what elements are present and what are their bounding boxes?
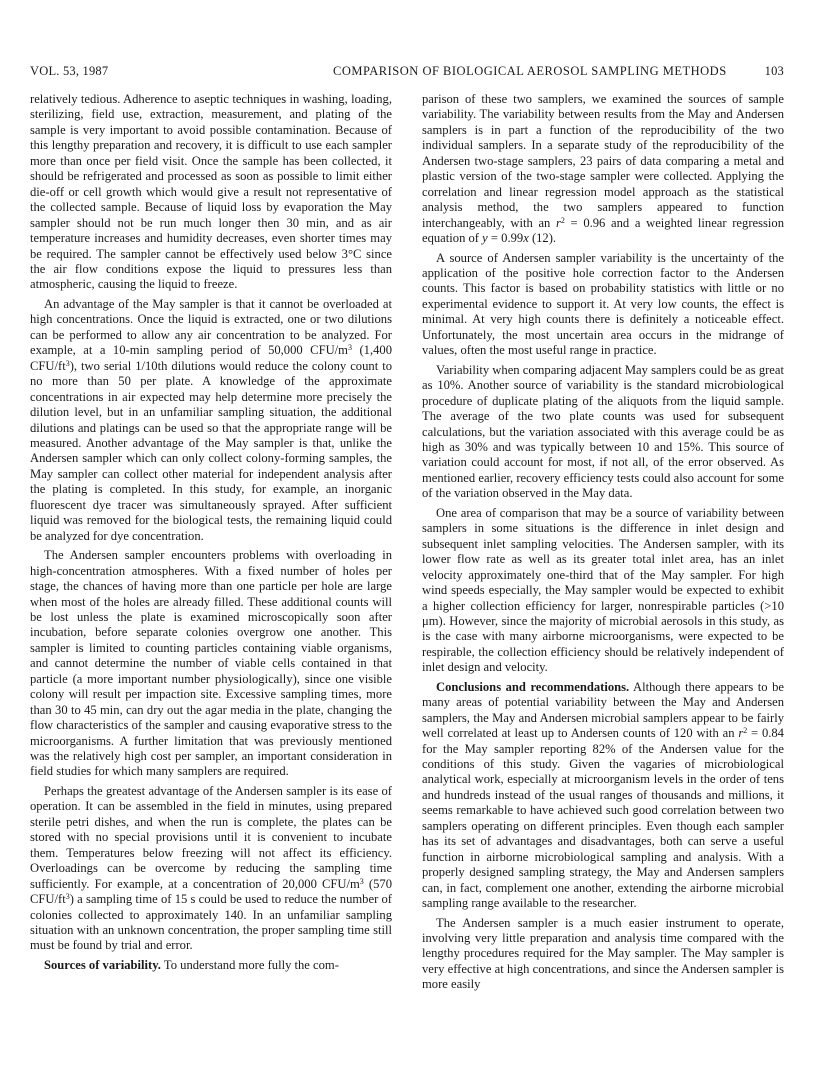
paragraph: A source of Andersen sampler variability is the uncertainty of the application of the positive hole correction factor to the Andersen counts. This factor is based on probability statistics with little or no experimental evidence to support it. At very low counts, the effect is minimal. At very high counts there is definitely a noticeable effect. Unfortunately, the most uncertain area occurs in the midrange of values, often the most useful range in practice. (422, 250, 784, 358)
paragraph: Perhaps the greatest advantage of the Andersen sampler is its ease of operation. It can be assembled in the field in minutes, using prepared sterile petri dishes, and when the run is complete, the plates can be stored with no special provisions until it is convenient to incubate them. Temperatures below freezing will not affect its efficiency. Overloadings can be overcome by reducing the sampling time sufficiently. For example, at a concentration of 20,000 CFU/$m^3$ (570 CFU/$ft^3$) a sampling time of 15 s could be used to reduce the number of colonies collected to approximately 140. In an unfamiliar sampling situation with an unknown concentration, the proper sampling time still must be found by trial and error. (30, 783, 392, 953)
page-number: 103 (764, 64, 784, 78)
section-heading: Sources of variability. (44, 957, 161, 972)
volume-label: VOL. 53, 1987 (30, 64, 109, 78)
paragraph: The Andersen sampler is a much easier instrument to operate, involving very little preparation and analysis time compared with the lengthy procedures required for the May sampler. The May sampler is very effective at high concentrations, and since the Andersen sampler is more easily (422, 915, 784, 992)
section-heading: Conclusions and recommendations. (436, 679, 630, 694)
paragraph: Conclusions and recommendations. Although there appears to be many areas of potential variability between the May and Andersen samplers, the May and Andersen microbial samplers appear to be fairly well correlated at least up to Andersen counts of 120 with an $r^2 = 0.84$ for the May sampler reporting 82% of the Andersen value for the conditions of this study. Given the vagaries of microbiological analytical work, especially at microorganism levels in the order of tens and hundreds instead of the usual ranges of thousands and millions, it seems remarkable to have achieved such good correlation between two samplers operating on different principles. Even though each sampler has its set of advantages and disadvantages, both can serve a useful function in airborne microbiological sampling and analysis. With a properly designed sampling strategy, the May and Andersen samplers can, in fact, complement one another, extending the airborne microbial sampling range available to the researcher. (422, 679, 785, 911)
paragraph: Variability when comparing adjacent May samplers could be as great as 10%. Another source of variability is the standard microbiological procedure of duplicate plating of the aliquots from the liquid sample. The average of the two plate counts was used for subsequent calculations, but the variation associated with this average could be as high as 30% and was typically between 10 and 15%. This source of variation could account for most, if not all, of the error observed. As mentioned earlier, recovery efficiency tests could also account for some of the variation observed in the May data. (422, 362, 784, 501)
right-column (422, 92, 784, 993)
running-header (30, 64, 784, 82)
paragraph: An advantage of the May sampler is that it cannot be overloaded at high concentrations. Once the liquid is extracted, one or two dilutions can be performed to allow any air concentration to be analyzed. For example, at a 10-min sampling period of 50,000 CFU/$m^3$ (1,400 CFU/$ft^3$), two serial 1/10th dilutions would reduce the colony count to no more than 50 per plate. A knowledge of the approximate concentrations in air expected may help determine more precisely the dilution level, but in an unfamiliar sampling situation, the additional dilutions and platings can be used so that the appropriate range will be measured. Another advantage of the May sampler is that, unlike the Andersen sampler which can only collect colony-forming samples, the May sampler can collect other material for independent analysis after the plating is completed. In this study, for example, an inorganic fluorescent dye tracer was simultaneously sprayed. After sufficient liquid was removed for the biological tests, the remaining liquid could be analyzed for dye concentration. (30, 296, 392, 543)
paragraph: Sources of variability. To understand more fully the com- (44, 957, 339, 972)
left-column (30, 92, 392, 973)
paragraph: parison of these two samplers, we examined the sources of sample variability. The variability between results from the May and Andersen samplers is in part a function of the reproducibility of the two individual samplers. In a separate study of the reproducibility of the Andersen two-stage samplers, 23 pairs of data comparing a metal and plastic version of the two-stage sampler were collected. Applying the correlation and linear regression model approach as the statistical analysis method, the two samplers appeared to function interchangeably, with an $r^2 = 0.96$ and a weighted linear regression equation of y = 0.99x (12). (422, 92, 784, 246)
running-title: COMPARISON OF BIOLOGICAL AEROSOL SAMPLING METHODS (333, 64, 727, 78)
paragraph: The Andersen sampler encounters problems with overloading in high-concentration atmospheres. With a fixed number of holes per stage, the chances of having more than one particle per hole are large when most of the holes are already filled. These additional counts will be lost unless the plate is examined microscopically soon after incubation, before separate colonies overgrow one another. This sampler is limited to counting particles containing viable organisms, and cannot determine the number of viable cells contained in that particle (a more important number physiologically), since one visible colony will result per impaction site. Excessive sampling times, more than 30 to 45 min, can dry out the agar media in the plate, changing the flow characteristics of the sampler and causing evaporative stress to the microorganisms. A further limitation that was previously mentioned was the relatively high cost per sampler, an important consideration in field studies for which many samplers are required. (30, 548, 392, 779)
paragraph: relatively tedious. Adherence to aseptic techniques in washing, loading, sterilizing, field use, extraction, measurement, and plating of the sample is very important to avoid possible contamination. Because of this lengthy preparation and recovery, it is difficult to use each sampler more than once per field visit. Once the sample has been collected, it should be refrigerated and processed as soon as possible to limit either die-off or cell growth which would give a result not representative of the collected sample. Because of liquid loss by evaporation the May sampler should not be run much longer then 30 min, and as air temperature increases and humidity decreases, even shorter times may be required. The sampler cannot be effectively used below 3°C since the air flow conditions expose the liquid to pressures less than atmospheric, causing the liquid to freeze. (30, 92, 392, 292)
paragraph: One area of comparison that may be a source of variability between samplers in some situations is the difference in inlet design and subsequent inlet sampling velocities. The Andersen sampler, with its lower flow rate as well as its greater total inlet area, has an inlet velocity approximately one-third that of the May sampler. For high wind speeds especially, the May sampler would be expected to exhibit a higher collection efficiency for larger, nonrespirable particles (>10 μm). However, since the majority of microbial aerosols in this study, as is the case with many airborne microorganisms, were expected to be respirable, the collection efficiency should be relatively independent of inlet design and velocity. (422, 505, 784, 675)
